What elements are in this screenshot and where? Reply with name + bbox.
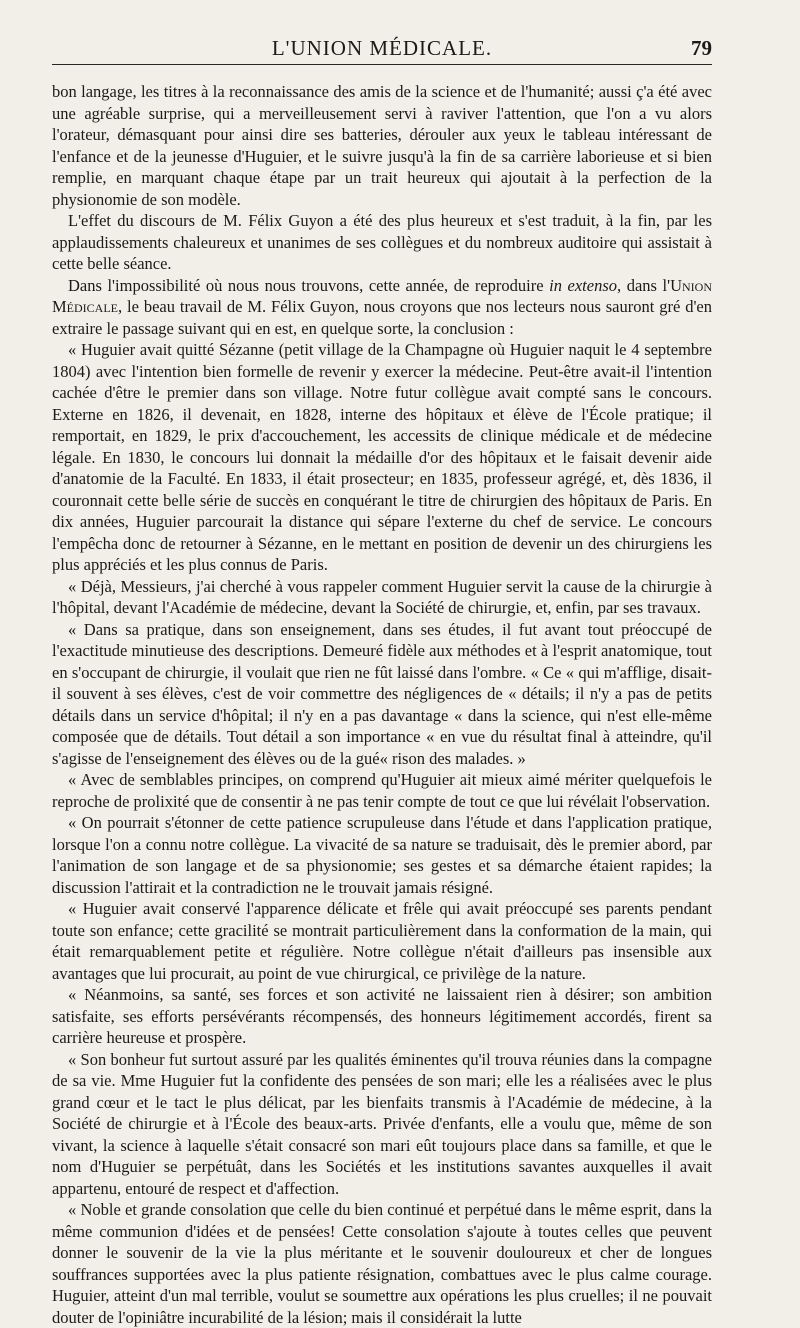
paragraph-5: « Déjà, Messieurs, j'ai cherché à vous rappeler comment Huguier servit la cause de la chirurgie à l'hôpital, devant l'Académie de médecine, devant la Société de chirurgie, et, enfin, par ses travaux. bbox=[52, 576, 712, 617]
paragraph-8: « On pourrait s'étonner de cette patience scrupuleuse dans l'étude et dans l'application pratique, lorsque l'on a connu notre collègue. La vivacité de sa nature se traduisait, dès le premier abord, par l'animation de son langage et de sa physionomie; ses gestes et sa démarche étaient rapides; la discussion l'attirait et la contradiction ne le trouvait jamais résigné. bbox=[52, 813, 712, 897]
paragraph-11: « Son bonheur fut surtout assuré par les qualités éminentes qu'il trouva réunies dans la compagne de sa vie. Mme Huguier fut la confidente des pensées de son mari; elle les a réalisées avec le plus grand cœur et le tact le plus délicat, par les bienfaits transmis à l'Académie de médecine, à la Société de chirurgie et à l'École des beaux-arts. Privée d'enfants, elle a voulu que, même de son vivant, la science à laquelle s'était consacré son mari eût toujours place dans sa famille, et que le nom d'Huguier se perpétuât, dans les Sociétés et les institutions savantes auxquelles il avait appartenu, entouré de respect et d'affection. bbox=[52, 1049, 712, 1198]
page-number: 79 bbox=[691, 36, 712, 60]
article-body bbox=[52, 81, 712, 1328]
paragraph-10: « Néanmoins, sa santé, ses forces et son activité ne laissaient rien à désirer; son ambition satisfaite, ses efforts persévérants récompensés, des honneurs légitimement accordés, firent sa carrière heureuse et prospère. bbox=[52, 985, 712, 1047]
intro-text-a: Dans l'impossibilité où nous nous trouvons, cette année, de reproduire bbox=[68, 275, 550, 295]
running-header bbox=[52, 34, 712, 65]
paragraph-4: « Huguier avait quitté Sézanne (petit village de la Champagne où Huguier naquit le 4 septembre 1804) avec l'intention bien formelle de revenir y exercer la médecine. Peut-être avait-il l'intention cachée d'être le premier dans son village. Notre futur collègue avait compté sans le concours. Externe en 1826, il devenait, en 1828, interne des hôpitaux et élève de l'École pratique; il remportait, en 1829, le prix d'accouchement, les accessits de clinique médicale et de médecine légale. En 1830, le concours lui donnait la médaille d'or des hôpitaux et le faisait devenir aide d'anatomie de la Faculté. En 1833, il était prosecteur; en 1835, professeur agrégé, et, dès 1836, il couronnait cette belle série de succès en conquérant le titre de chirurgien des hôpitaux de Paris. En dix années, Huguier parcourait la distance qui sépare l'externe du chef de service. Le concours l'empêcha donc de retourner à Sézanne, en le mettant en position de devenir un des chirurgiens les plus appréciés et les plus connus de Paris. bbox=[52, 340, 712, 574]
journal-title: L'UNION MÉDICALE. bbox=[271, 36, 493, 60]
intro-text-b: , dans l' bbox=[617, 275, 671, 295]
paragraph-1: bon langage, les titres à la reconnaissance des amis de la science et de l'humanité; aussi ç'a été avec une agréable surprise, qui a merveilleusement servi à raviver l'attention, que l'on a vu alors l'orateur, démasquant pour ainsi dire ses batteries, dérouler aux yeux le tableau intéressant de l'enfance et de la jeunesse d'Huguier, et le suivre jusqu'à la fin de sa carrière laborieuse et si bien remplie, en marquant chaque étape par un trait heureux qui ajoutait à la perfection de la physionomie de son modèle. bbox=[52, 82, 712, 209]
paragraph-2: L'effet du discours de M. Félix Guyon a été des plus heureux et s'est traduit, à la fin, par les applaudissements chaleureux et unanimes de ses collègues et du nombreux auditoire qui assistait à cette belle séance. bbox=[52, 211, 712, 273]
intro-emphasis: in extenso bbox=[549, 275, 618, 295]
paragraph-12: « Noble et grande consolation que celle du bien continué et perpétué dans le même esprit, dans la même communion d'idées et de pensées! Cette consolation s'ajoute à toutes celles que peuvent donner le souvenir de la vie la plus méritante et le souvenir douloureux et cher de longues souffrances supportées avec la plus patiente résignation, combattues avec le plus calme courage. Huguier, atteint d'un mal terrible, voulut se soumettre aux opérations les plus cruelles; il ne pouvait douter de l'opiniâtre incurabilité de la lésion; mais il considérait la lutte bbox=[52, 1200, 712, 1327]
journal-name: Union Médicale bbox=[52, 275, 712, 316]
paragraph-9: « Huguier avait conservé l'apparence délicate et frêle qui avait préoccupé ses parents pendant toute son enfance; cette gracilité se montrait particulièrement dans la conformation de la main, qui était remarquablement petite et régulière. Notre collègue n'était d'ailleurs pas insensible aux avantages que lui procurait, au point de vue chirurgical, ce privilège de la nature. bbox=[52, 899, 712, 983]
paragraph-6: « Dans sa pratique, dans son enseignement, dans ses études, il fut avant tout préoccupé de l'exactitude minutieuse des descriptions. Demeuré fidèle aux méthodes et à l'esprit anatomique, tout en s'occupant de chirurgie, il voulait que rien ne fût laissé dans l'ombre. « Ce « qui m'afflige, disait-il souvent à ses élèves, c'est de voir commettre des négligences de « détails; il n'y a pas de petits détails dans un service d'hôpital; il n'y en a pas davantage « dans la science, qui n'est elle-même composée que de détails. Tout détail a son importance « en vue du résultat final à atteindre, qu'il s'agisse de l'enseignement des élèves ou de la gué« rison des malades. » bbox=[52, 619, 712, 768]
paragraph-3 bbox=[52, 275, 712, 340]
paragraph-7: « Avec de semblables principes, on comprend qu'Huguier ait mieux aimé mériter quelquefois le reproche de prolixité que de consentir à ne pas tenir compte de tout ce que lui révélait l'observation. bbox=[52, 770, 712, 811]
intro-text-c: , le beau travail de M. Félix Guyon, nous croyons que nos lecteurs nous sauront gré d'en extraire le passage suivant qui en est, en quelque sorte, la conclusion : bbox=[52, 297, 712, 338]
